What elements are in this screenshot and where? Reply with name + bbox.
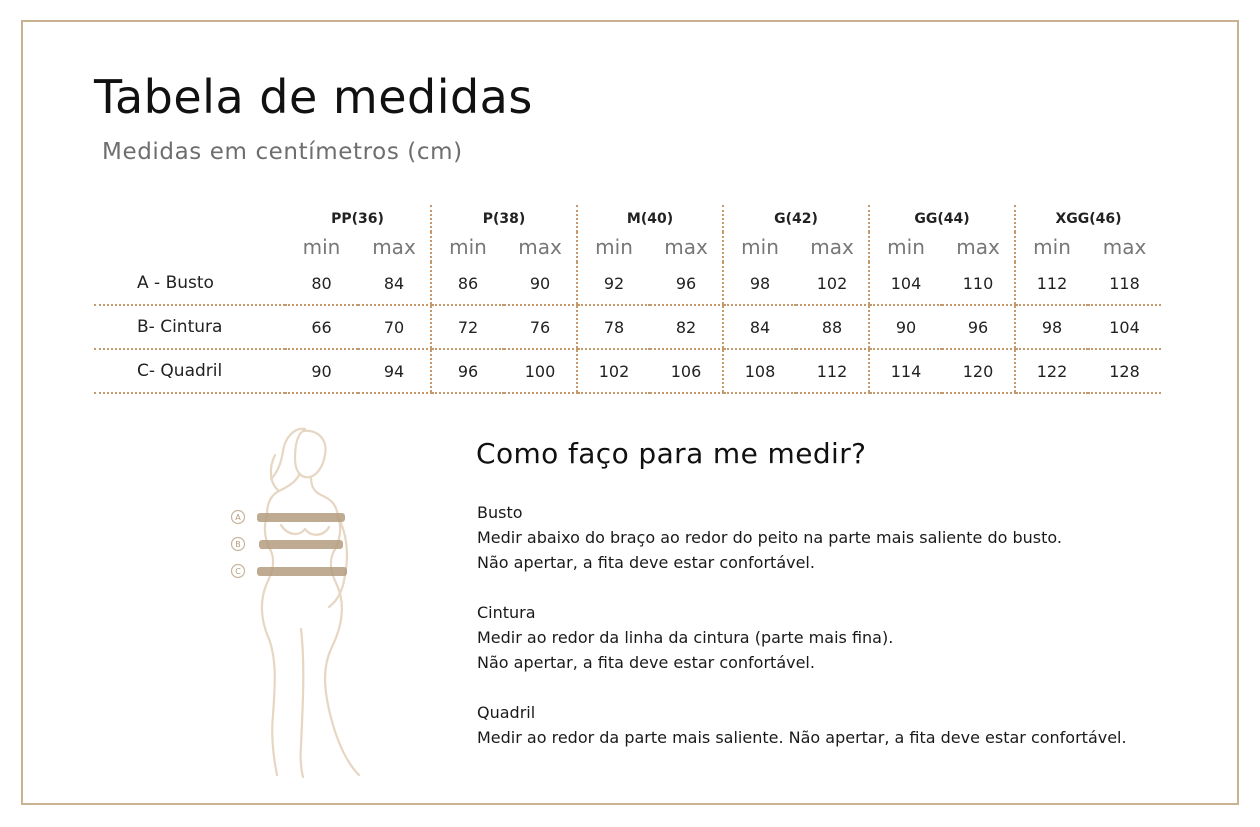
min-label: min [302,235,341,259]
marker-a: A [235,513,241,522]
table-cell: 96 [942,305,1015,349]
table-cell: 70 [358,305,431,349]
table-cell: 98 [723,262,796,305]
table-cell: 90 [869,305,942,349]
min-label: min [1015,232,1088,262]
table-cell: 122 [1015,349,1088,393]
size-header-gg: GG(44) [869,205,1015,232]
corner-cell [94,232,285,262]
table-cell: 94 [358,349,431,393]
table-cell: 90 [504,262,577,305]
instruction-heading: Busto [477,503,523,522]
max-label: max [956,235,1000,259]
instruction-text: Medir abaixo do braço ao redor do peito na parte mais saliente do busto. [477,528,1062,547]
instruction-text: Medir ao redor da parte mais saliente. Não apertar, a fita deve estar confortável. [477,728,1127,747]
size-header-xgg: XGG(46) [1015,205,1161,232]
table-cell: 96 [431,349,504,393]
marker-b: B [235,540,241,549]
row-label: A - Busto [94,262,285,305]
inner-leg [301,629,304,777]
instruction-cintura [477,600,1217,675]
max-label: max [372,235,416,259]
table-cell: 76 [504,305,577,349]
band-a [257,513,345,522]
table-cell: 112 [1015,262,1088,305]
table-cell: 100 [504,349,577,393]
instruction-heading: Quadril [477,703,536,722]
row-label: B- Cintura [94,305,285,349]
table-cell: 110 [942,262,1015,305]
table-cell: 98 [1015,305,1088,349]
table-cell: 120 [942,349,1015,393]
table-cell: 80 [285,262,358,305]
table-cell: 82 [650,305,723,349]
instruction-quadril [477,700,1217,750]
instruction-text: Não apertar, a fita deve estar confortável. [477,553,815,572]
size-table [94,205,1161,394]
marker-c: C [235,567,241,576]
table-cell: 84 [723,305,796,349]
shoulder-right [311,477,338,517]
table-cell: 112 [796,349,869,393]
min-label: min [431,232,504,262]
instruction-text: Medir ao redor da linha da cintura (parte mais fina). [477,628,894,647]
table-cell: 66 [285,305,358,349]
torso-left [262,515,277,775]
band-b [259,540,343,549]
table-row-quadril [94,349,1161,393]
page-subtitle: Medidas em centímetros (cm) [102,139,463,165]
instruction-text: Não apertar, a fita deve estar confortável. [477,653,815,672]
instruction-heading: Cintura [477,603,536,622]
table-cell: 104 [869,262,942,305]
band-c [257,567,347,576]
min-label: min [869,232,942,262]
hair-outline [271,429,305,479]
corner-cell [94,205,285,232]
size-header-g: G(42) [723,205,869,232]
size-header-pp: PP(36) [331,210,384,227]
table-cell: 128 [1088,349,1161,393]
head-outline [295,431,325,478]
max-label: max [664,235,708,259]
torso-right [325,517,359,775]
how-to-title: Como faço para me medir? [476,437,867,470]
table-cell: 96 [650,262,723,305]
table-cell: 104 [1088,305,1161,349]
table-cell: 108 [723,349,796,393]
size-header-row [94,205,1161,232]
table-row-busto [94,262,1161,305]
size-header-m: M(40) [577,205,723,232]
table-cell: 102 [577,349,650,393]
max-label: max [1102,235,1147,259]
table-cell: 118 [1088,262,1161,305]
table-cell: 88 [796,305,869,349]
table-cell: 84 [358,262,431,305]
max-label: max [810,235,854,259]
min-label: min [723,232,796,262]
instructions [477,500,1217,775]
table-cell: 114 [869,349,942,393]
page-title: Tabela de medidas [94,70,533,124]
size-header-p: P(38) [431,205,577,232]
bust-outline [281,525,329,535]
table-cell: 90 [285,349,358,393]
max-label: max [518,235,562,259]
body-figure-svg [225,425,375,780]
table-cell: 78 [577,305,650,349]
body-figure-illustration [225,425,375,780]
min-label: min [577,232,650,262]
table-cell: 92 [577,262,650,305]
table-cell: 106 [650,349,723,393]
table-cell: 86 [431,262,504,305]
row-label: C- Quadril [94,349,285,393]
instruction-busto [477,500,1217,575]
table-cell: 72 [431,305,504,349]
min-max-row [94,232,1161,262]
table-cell: 102 [796,262,869,305]
table-row-cintura [94,305,1161,349]
